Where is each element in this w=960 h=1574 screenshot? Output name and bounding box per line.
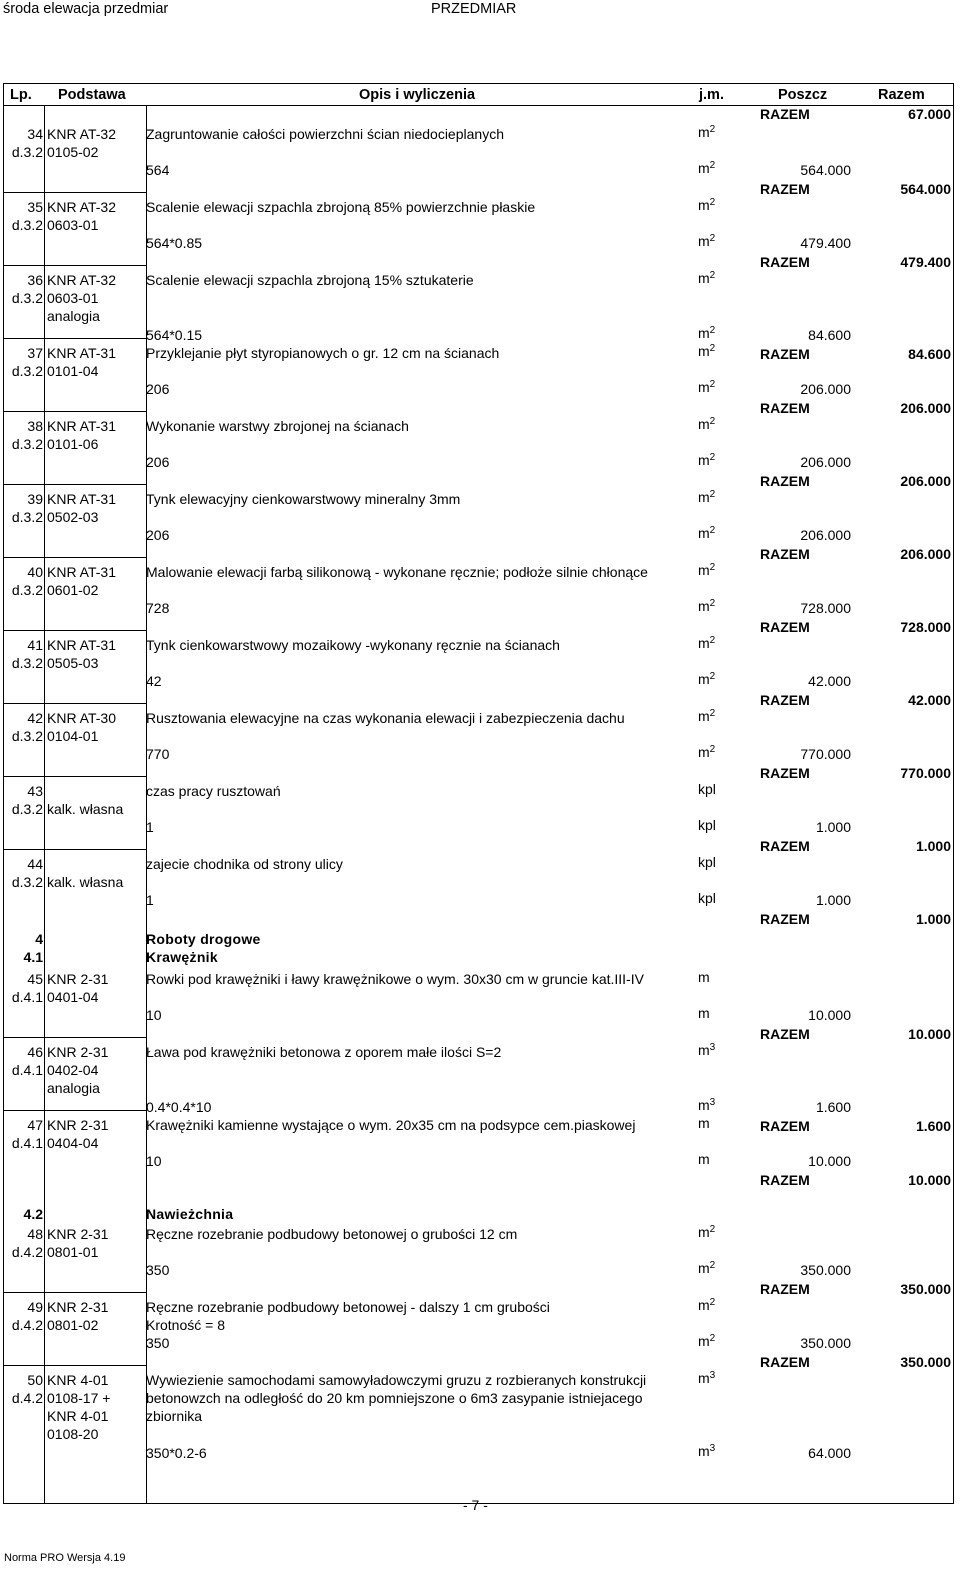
item-basis: 0404-04 [47, 1135, 99, 1151]
unit-base: m [698, 1151, 710, 1167]
item-basis: 0101-04 [47, 363, 99, 379]
item-separator [3, 338, 146, 339]
calculation: 564 [146, 162, 170, 178]
item-description: Ręczne rozebranie podbudowy betonowej o grubości 12 cm [146, 1226, 518, 1242]
unit [698, 969, 710, 985]
item-description: Rusztowania elewacyjne na czas wykonania elewacji i zabezpieczenia dachu [146, 710, 625, 726]
razem-label: RAZEM [760, 254, 810, 270]
item-ref: d.3.2 [11, 582, 43, 598]
partial-quantity: 350.000 [800, 1335, 851, 1351]
item-description: betonowzch na odległość do 20 km pomniejszone o 6m3 zasypanie istniejacego [146, 1390, 643, 1406]
item-separator [3, 192, 146, 193]
calculation: 728 [146, 600, 170, 616]
item-description: zajecie chodnika od strony ulicy [146, 856, 343, 872]
unit-exponent: 2 [709, 160, 716, 171]
item-number: 50 [27, 1372, 43, 1388]
calculation: 10 [146, 1153, 162, 1169]
partial-quantity: 728.000 [800, 600, 851, 616]
unit-base: m [698, 1005, 710, 1021]
przedmiar-table [3, 83, 954, 1503]
unit-base: m [698, 489, 710, 505]
unit-base: m [698, 671, 710, 687]
unit-exponent: 2 [709, 197, 716, 208]
item-description: Krawężniki kamienne wystające o wym. 20x35 cm na podsypce cem.piaskowej [146, 1117, 636, 1133]
document-type: PRZEDMIAR [431, 1, 517, 17]
item-number: 45 [27, 971, 43, 987]
header-poszcz: Poszcz [778, 87, 828, 103]
partial-quantity: 64.000 [808, 1445, 851, 1461]
item-number: 36 [27, 272, 43, 288]
razem-label: RAZEM [760, 1172, 810, 1188]
unit-exponent: 3 [709, 1042, 716, 1053]
item-description: Ława pod krawężniki betonowa z oporem małe ilości S=2 [146, 1044, 502, 1060]
calculation: 564*0.15 [146, 327, 203, 343]
calc-unit [698, 1260, 715, 1276]
item-basis: KNR AT-32 [47, 199, 116, 215]
item-basis: 0104-01 [47, 728, 99, 744]
item-basis: 0505-03 [47, 655, 99, 671]
razem-value: 1.000 [915, 838, 951, 854]
item-description: Krotność = 8 [146, 1317, 225, 1333]
unit-exponent: 3 [709, 1097, 716, 1108]
item-basis: KNR AT-31 [47, 345, 116, 361]
calc-unit [698, 160, 715, 176]
unit-base: m [698, 1042, 710, 1058]
unit-exponent: 2 [709, 1224, 716, 1235]
item-basis: 0502-03 [47, 509, 99, 525]
item-separator [3, 703, 146, 704]
unit-base: m [698, 416, 710, 432]
item-basis: analogia [47, 308, 100, 324]
unit-exponent: 2 [709, 671, 716, 682]
razem-value: 206.000 [900, 473, 951, 489]
razem-label: RAZEM [760, 400, 810, 416]
item-basis: KNR AT-32 [47, 272, 116, 288]
item-ref: d.3.2 [11, 217, 43, 233]
calc-unit [698, 379, 715, 395]
item-separator [3, 1365, 146, 1366]
item-description: Tynk cienkowarstwowy mozaikowy -wykonany ręcznie na ścianach [146, 637, 560, 653]
unit-base: m [698, 1224, 710, 1240]
item-description: Scalenie elewacji szpachla zbrojoną 85% powierzchnie płaskie [146, 199, 536, 215]
unit-base: m [698, 452, 710, 468]
razem-value: 350.000 [900, 1354, 951, 1370]
item-basis: KNR 2-31 [47, 1117, 109, 1133]
unit-exponent: 2 [709, 416, 716, 427]
item-ref: d.4.1 [11, 1062, 43, 1078]
calculation: 0.4*0.4*10 [146, 1099, 212, 1115]
partial-quantity: 1.000 [815, 819, 851, 835]
item-separator [3, 630, 146, 631]
unit [698, 854, 716, 870]
section-name: Roboty drogowe [146, 931, 261, 947]
item-separator [3, 1292, 146, 1293]
calculation: 564*0.85 [146, 235, 203, 251]
item-basis: KNR 4-01 [47, 1408, 109, 1424]
razem-label: RAZEM [760, 619, 810, 635]
razem-value: 206.000 [900, 546, 951, 562]
unit-base: kpl [698, 854, 716, 870]
partial-quantity: 206.000 [800, 527, 851, 543]
item-description: Scalenie elewacji szpachla zbrojoną 15% sztukaterie [146, 272, 474, 288]
item-description: Wywiezienie samochodami samowyładowczymi gruzu z rozbieranych konstrukcji [146, 1372, 647, 1388]
item-basis: 0108-20 [47, 1426, 99, 1442]
unit-base: kpl [698, 781, 716, 797]
item-basis: KNR 2-31 [47, 1044, 109, 1060]
header-podstawa: Podstawa [58, 87, 126, 103]
razem-value: 479.400 [900, 254, 951, 270]
unit [698, 270, 715, 286]
item-number: 42 [27, 710, 43, 726]
unit-exponent: 2 [709, 325, 716, 336]
item-number: 37 [27, 345, 43, 361]
item-basis: kalk. własna [47, 874, 124, 890]
item-basis: KNR AT-30 [47, 710, 116, 726]
unit [698, 416, 715, 432]
item-ref: d.3.2 [11, 290, 43, 306]
item-ref: d.4.2 [11, 1317, 43, 1333]
unit-base: m [698, 525, 710, 541]
calc-unit [698, 817, 716, 833]
unit-exponent: 2 [709, 708, 716, 719]
item-basis: KNR 2-31 [47, 1226, 109, 1242]
item-ref: d.3.2 [11, 436, 43, 452]
calc-unit [698, 890, 716, 906]
razem-value: 10.000 [908, 1026, 951, 1042]
partial-quantity: 479.400 [800, 235, 851, 251]
unit-base: m [698, 598, 710, 614]
razem-label: RAZEM [760, 765, 810, 781]
razem-label: RAZEM [760, 346, 810, 362]
partial-quantity: 564.000 [800, 162, 851, 178]
unit [698, 1370, 715, 1386]
item-ref: d.3.2 [11, 509, 43, 525]
unit [698, 635, 715, 651]
unit-exponent: 2 [709, 562, 716, 573]
item-basis: 0601-02 [47, 582, 99, 598]
unit-exponent: 2 [709, 270, 716, 281]
grid-line [146, 106, 147, 1503]
unit [698, 1297, 715, 1313]
item-description: Wykonanie warstwy zbrojonej na ścianach [146, 418, 409, 434]
razem-label: RAZEM [760, 692, 810, 708]
unit [698, 343, 715, 359]
header-razem: Razem [878, 87, 925, 103]
calculation: 1 [146, 892, 154, 908]
calc-unit [698, 744, 715, 760]
razem-value: 1.600 [915, 1118, 951, 1134]
unit-exponent: 2 [709, 343, 716, 354]
grid-line [44, 106, 45, 1503]
razem-label: RAZEM [760, 181, 810, 197]
item-number: 44 [27, 856, 43, 872]
page-number: - 7 - [463, 1497, 488, 1513]
item-number: 43 [27, 783, 43, 799]
item-number: 39 [27, 491, 43, 507]
item-number: 48 [27, 1226, 43, 1242]
item-basis: 0108-17 + [47, 1390, 111, 1406]
unit-base: m [698, 562, 710, 578]
unit [698, 562, 715, 578]
item-number: 46 [27, 1044, 43, 1060]
unit-base: m [698, 325, 710, 341]
item-number: 47 [27, 1117, 43, 1133]
razem-value: 728.000 [900, 619, 951, 635]
item-basis: analogia [47, 1080, 100, 1096]
calculation: 350 [146, 1335, 170, 1351]
item-number: 38 [27, 418, 43, 434]
razem-value: 206.000 [900, 400, 951, 416]
item-number: 35 [27, 199, 43, 215]
item-ref: d.3.2 [11, 144, 43, 160]
item-description: Zagruntowanie całości powierzchni ścian niedocieplanych [146, 126, 504, 142]
unit-exponent: 3 [709, 1443, 716, 1454]
unit-exponent: 2 [709, 525, 716, 536]
razem-value: 67.000 [908, 106, 951, 122]
partial-quantity: 206.000 [800, 381, 851, 397]
unit-base: m [698, 379, 710, 395]
unit [698, 1115, 710, 1131]
partial-quantity: 350.000 [800, 1262, 851, 1278]
item-ref: d.4.2 [11, 1244, 43, 1260]
razem-label: RAZEM [760, 473, 810, 489]
unit-exponent: 2 [709, 1297, 716, 1308]
unit-base: m [698, 1115, 710, 1131]
calculation: 206 [146, 527, 170, 543]
unit-base: kpl [698, 817, 716, 833]
razem-label: RAZEM [760, 546, 810, 562]
calculation: 42 [146, 673, 162, 689]
razem-value: 350.000 [900, 1281, 951, 1297]
item-description: Malowanie elewacji farbą silikonową - wykonane ręcznie; podłoże silnie chłonące [146, 564, 648, 580]
unit-base: m [698, 270, 710, 286]
calculation: 1 [146, 819, 154, 835]
unit-base: m [698, 1297, 710, 1313]
razem-label: RAZEM [760, 1281, 810, 1297]
calc-unit [698, 452, 715, 468]
unit-base: m [698, 343, 710, 359]
header-opis: Opis i wyliczenia [359, 87, 476, 103]
unit-exponent: 2 [709, 598, 716, 609]
unit [698, 1042, 715, 1058]
item-separator [3, 849, 146, 850]
calculation: 350*0.2-6 [146, 1445, 207, 1461]
unit-exponent: 2 [709, 379, 716, 390]
unit-base: kpl [698, 890, 716, 906]
unit-exponent: 2 [709, 744, 716, 755]
item-separator [3, 265, 146, 266]
item-separator [3, 411, 146, 412]
unit-base: m [698, 1443, 710, 1459]
razem-label: RAZEM [760, 911, 810, 927]
item-basis: KNR AT-31 [47, 637, 116, 653]
unit [698, 781, 716, 797]
item-basis: kalk. własna [47, 801, 124, 817]
item-description: Tynk elewacyjny cienkowarstwowy mineralny 3mm [146, 491, 461, 507]
unit [698, 708, 715, 724]
razem-value: 770.000 [900, 765, 951, 781]
item-basis: 0401-04 [47, 989, 99, 1005]
razem-value: 564.000 [900, 181, 951, 197]
unit-base: m [698, 744, 710, 760]
unit-exponent: 2 [709, 452, 716, 463]
unit-base: m [698, 635, 710, 651]
document-title: środa elewacja przedmiar [3, 1, 169, 17]
partial-quantity: 770.000 [800, 746, 851, 762]
calc-unit [698, 1097, 715, 1113]
item-description: czas pracy rusztowań [146, 783, 281, 799]
item-ref: d.3.2 [11, 874, 43, 890]
item-basis: 0603-01 [47, 217, 99, 233]
header-jm: j.m. [699, 87, 724, 103]
unit-exponent: 2 [709, 635, 716, 646]
calc-unit [698, 1333, 715, 1349]
item-basis: 0101-06 [47, 436, 99, 452]
calc-unit [698, 1005, 710, 1021]
item-description: zbiornika [146, 1408, 203, 1424]
footer-software: Norma PRO Wersja 4.19 [4, 1552, 126, 1564]
unit-exponent: 2 [709, 233, 716, 244]
razem-label: RAZEM [760, 1354, 810, 1370]
item-description: Ręczne rozebranie podbudowy betonowej - dalszy 1 cm grubości [146, 1299, 550, 1315]
item-basis: 0801-01 [47, 1244, 99, 1260]
calculation: 10 [146, 1007, 162, 1023]
item-number: 40 [27, 564, 43, 580]
unit-base: m [698, 1370, 710, 1386]
calc-unit [698, 598, 715, 614]
razem-label: RAZEM [760, 838, 810, 854]
calc-unit [698, 1443, 715, 1459]
calc-unit [698, 325, 715, 341]
item-separator [3, 1110, 146, 1111]
item-basis: 0801-02 [47, 1317, 99, 1333]
unit-exponent: 2 [709, 489, 716, 500]
unit-base: m [698, 197, 710, 213]
unit-exponent: 3 [709, 1370, 716, 1381]
item-basis: 0105-02 [47, 144, 99, 160]
item-number: 49 [27, 1299, 43, 1315]
unit-base: m [698, 1333, 710, 1349]
calc-unit [698, 671, 715, 687]
partial-quantity: 10.000 [808, 1007, 851, 1023]
page-header [0, 0, 960, 20]
razem-value: 1.000 [915, 911, 951, 927]
item-basis: KNR AT-32 [47, 126, 116, 142]
calculation: 206 [146, 454, 170, 470]
razem-label: RAZEM [760, 1118, 810, 1134]
unit [698, 197, 715, 213]
header-lp: Lp. [10, 87, 32, 103]
section-name: Nawieżchnia [146, 1206, 234, 1222]
item-basis: 0603-01 [47, 290, 99, 306]
razem-value: 10.000 [908, 1172, 951, 1188]
item-ref: d.3.2 [11, 728, 43, 744]
item-ref: d.4.1 [11, 989, 43, 1005]
razem-value: 84.600 [908, 346, 951, 362]
calculation: 350 [146, 1262, 170, 1278]
item-number: 34 [27, 126, 43, 142]
item-ref: d.4.2 [11, 1390, 43, 1406]
unit [698, 124, 715, 140]
unit-base: m [698, 1260, 710, 1276]
calculation: 206 [146, 381, 170, 397]
unit-base: m [698, 708, 710, 724]
section-number: 4.2 [23, 1206, 43, 1222]
unit [698, 1224, 715, 1240]
item-basis: KNR AT-31 [47, 564, 116, 580]
partial-quantity: 206.000 [800, 454, 851, 470]
section-number: 4.1 [23, 949, 43, 965]
item-description: Rowki pod krawężniki i ławy krawężnikowe o wym. 30x30 cm w gruncie kat.III-IV [146, 971, 644, 987]
partial-quantity: 1.600 [815, 1099, 851, 1115]
item-separator [3, 1037, 146, 1038]
unit-base: m [698, 969, 710, 985]
unit-base: m [698, 124, 710, 140]
grid-line [953, 106, 954, 1503]
item-basis: KNR 4-01 [47, 1372, 109, 1388]
item-description: Przyklejanie płyt styropianowych o gr. 12 cm na ścianach [146, 345, 500, 361]
unit-exponent: 2 [709, 1333, 716, 1344]
partial-quantity: 42.000 [808, 673, 851, 689]
item-ref: d.4.1 [11, 1135, 43, 1151]
item-ref: d.3.2 [11, 801, 43, 817]
unit-base: m [698, 233, 710, 249]
razem-label: RAZEM [760, 1026, 810, 1042]
unit-base: m [698, 1097, 710, 1113]
partial-quantity: 10.000 [808, 1153, 851, 1169]
unit-exponent: 2 [709, 124, 716, 135]
razem-label: RAZEM [760, 106, 810, 122]
item-separator [3, 776, 146, 777]
calc-unit [698, 525, 715, 541]
item-basis: KNR AT-31 [47, 418, 116, 434]
calc-unit [698, 1151, 710, 1167]
section-number: 4 [35, 931, 43, 947]
item-basis: KNR AT-31 [47, 491, 116, 507]
unit-base: m [698, 160, 710, 176]
item-number: 41 [27, 637, 43, 653]
partial-quantity: 84.600 [808, 327, 851, 343]
razem-value: 42.000 [908, 692, 951, 708]
item-separator [3, 484, 146, 485]
item-basis: KNR 2-31 [47, 1299, 109, 1315]
table-header [3, 83, 954, 106]
unit [698, 489, 715, 505]
item-ref: d.3.2 [11, 363, 43, 379]
unit-exponent: 2 [709, 1260, 716, 1271]
item-ref: d.3.2 [11, 655, 43, 671]
item-basis: KNR 2-31 [47, 971, 109, 987]
calc-unit [698, 233, 715, 249]
section-name: Krawężnik [146, 949, 218, 965]
item-basis: 0402-04 [47, 1062, 99, 1078]
calculation: 770 [146, 746, 170, 762]
item-separator [3, 557, 146, 558]
partial-quantity: 1.000 [815, 892, 851, 908]
